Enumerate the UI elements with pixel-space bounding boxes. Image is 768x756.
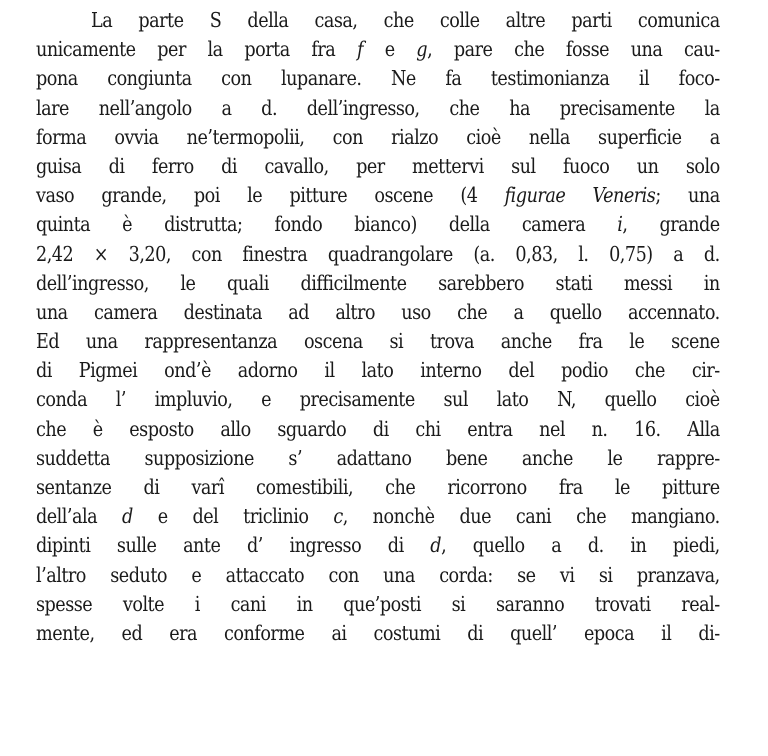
text-line-16	[36, 444, 720, 473]
text-line-21	[36, 590, 720, 619]
text-run: di Pigmei ond’è adorno il lato interno del podio che cir-	[36, 358, 720, 383]
text-line-17	[36, 473, 720, 502]
text-line-4	[36, 94, 720, 123]
text-line-3	[36, 64, 720, 93]
text-line-18	[36, 502, 720, 531]
text-run: una camera destinata ad altro uso che a quello accennato.	[36, 299, 720, 324]
text-run: quinta è distrutta; fondo bianco) della camera	[36, 212, 618, 237]
text-run: , quello a d. in piedi,	[441, 533, 720, 558]
text-line-1	[36, 6, 720, 35]
italic-letter-g: g	[416, 37, 428, 62]
text-line-2	[36, 35, 720, 64]
text-run: dell’ala	[36, 504, 123, 529]
text-run: che è esposto allo sguardo di chi entra nel n. 16. Alla	[36, 416, 720, 441]
text-line-8	[36, 210, 720, 239]
text-line-15	[36, 415, 720, 444]
italic-letter-d: d	[122, 504, 133, 529]
text-line-9	[36, 240, 720, 269]
text-run: unicamente per la porta fra	[36, 37, 357, 62]
text-run: La parte S della casa, che colle altre parti comunica	[91, 8, 720, 32]
text-run: guisa di ferro di cavallo, per mettervi sul fuoco un solo	[36, 153, 720, 178]
italic-letter-f: f	[356, 37, 364, 62]
text-run: conda l’ impluvio, e precisamente sul lato N, quello cioè	[36, 387, 720, 412]
text-run: pona congiunta con lupanare. Ne fa testimonianza il foco-	[36, 66, 720, 91]
text-run: , grande	[622, 212, 720, 237]
text-run: vaso grande, poi le pitture oscene (4	[36, 183, 505, 208]
text-run: dipinti sulle ante d’ ingresso di	[36, 533, 431, 558]
text-line-20	[36, 561, 720, 590]
text-run: e del triclinio	[132, 504, 334, 529]
text-run: sentanze di varî comestibili, che ricorrono fra le pitture	[36, 475, 720, 499]
text-line-14	[36, 385, 720, 414]
text-run: mente, ed era conforme ai costumi di quell’ epoca il di-	[36, 620, 720, 645]
text-run: Ed una rappresentanza oscena si trova anche fra le scene	[36, 329, 720, 354]
text-run: lare nell’angolo a d. dell’ingresso, che ha precisamente la	[36, 95, 720, 120]
text-line-13	[36, 356, 720, 385]
text-line-6	[36, 152, 720, 181]
italic-latin-phrase: figurae Veneris	[504, 183, 656, 208]
text-line-5	[36, 123, 720, 152]
italic-letter-d: d	[430, 533, 442, 558]
text-line-11	[36, 298, 720, 327]
text-run: , nonchè due cani che mangiano.	[342, 504, 720, 529]
text-run: ; una	[655, 183, 720, 208]
text-run: dell’ingresso, le quali difficilmente sarebbero stati messi in	[36, 270, 720, 295]
text-line-7	[36, 181, 720, 210]
italic-letter-c: c	[333, 504, 343, 529]
text-line-12	[36, 327, 720, 356]
text-line-19	[36, 531, 720, 560]
text-run: e	[363, 37, 417, 62]
text-run: spesse volte i cani in que’posti si saranno trovati real-	[36, 591, 720, 616]
document-page	[36, 6, 720, 648]
text-run: 2,42 × 3,20, con finestra quadrangolare (a. 0,83, l. 0,75) a d.	[36, 241, 720, 266]
text-run: l’altro seduto e attaccato con una corda: se vi si pranzava,	[36, 562, 720, 587]
text-run: forma ovvia ne’termopolii, con rialzo cioè nella superficie a	[36, 124, 720, 149]
text-run: , pare che fosse una cau-	[427, 37, 720, 62]
text-line-22	[36, 619, 720, 648]
italic-letter-i: i	[617, 212, 623, 237]
text-run: suddetta supposizione s’ adattano bene anche le rappre-	[36, 445, 720, 470]
text-line-10	[36, 269, 720, 298]
